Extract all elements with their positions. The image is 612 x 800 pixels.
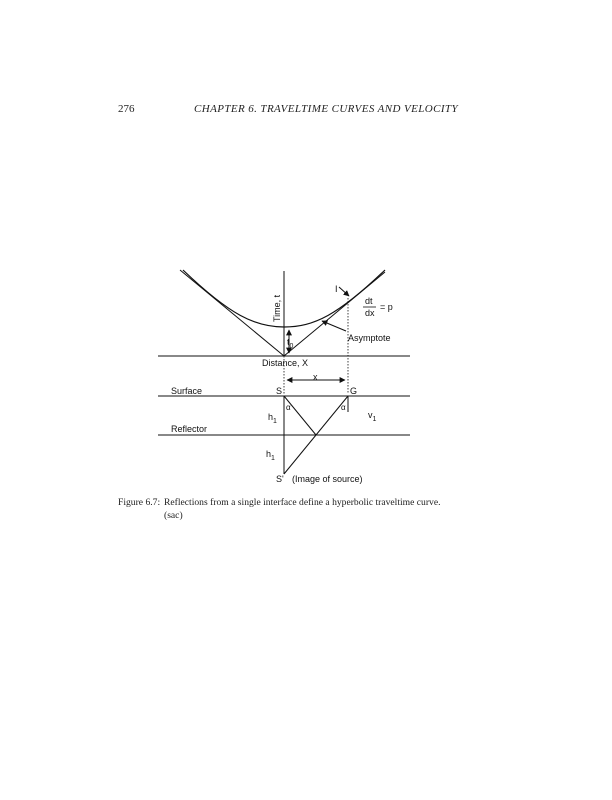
asymptote-label: Asymptote <box>348 333 391 343</box>
image-ray <box>284 435 316 474</box>
angle-left-label: α <box>286 403 291 412</box>
caption-text-line1: Reflections from a single interface define a hyperbolic traveltime curve. <box>164 497 441 508</box>
slope-pointer <box>339 287 349 296</box>
slope-equation: = p <box>380 302 393 312</box>
asymptote-pointer <box>322 321 346 331</box>
image-source-desc: (Image of source) <box>292 474 363 484</box>
source-label: S <box>276 386 283 396</box>
running-head: CHAPTER 6. TRAVELTIME CURVES AND VELOCITY <box>194 103 458 115</box>
slope-numerator: dt <box>365 296 373 306</box>
caption-label: Figure 6.7: <box>118 497 161 508</box>
geophone-label: G <box>350 386 358 396</box>
slope-label: I <box>335 284 338 294</box>
asymptote-left <box>180 270 284 356</box>
caption-text-line2: (sac) <box>164 510 183 521</box>
incident-ray <box>284 396 316 435</box>
angle-right-label: α <box>341 403 346 412</box>
thickness-upper-label: $h_1$ <box>268 412 277 425</box>
page-number: 276 <box>118 103 135 115</box>
offset-label: x <box>313 372 318 382</box>
image-source-label: S' <box>276 474 284 484</box>
reflector-label: Reflector <box>171 424 208 434</box>
t0-label: $t_0$ <box>287 337 294 350</box>
time-axis-label: Time, t <box>272 294 282 322</box>
reflected-ray <box>316 396 348 435</box>
slope-denominator: dx <box>365 308 375 318</box>
surface-label: Surface <box>171 386 203 396</box>
velocity-label: $v_1$ <box>368 410 377 423</box>
thickness-lower-label: $h_1$ <box>266 449 275 462</box>
distance-axis-label: Distance, X <box>262 358 309 368</box>
